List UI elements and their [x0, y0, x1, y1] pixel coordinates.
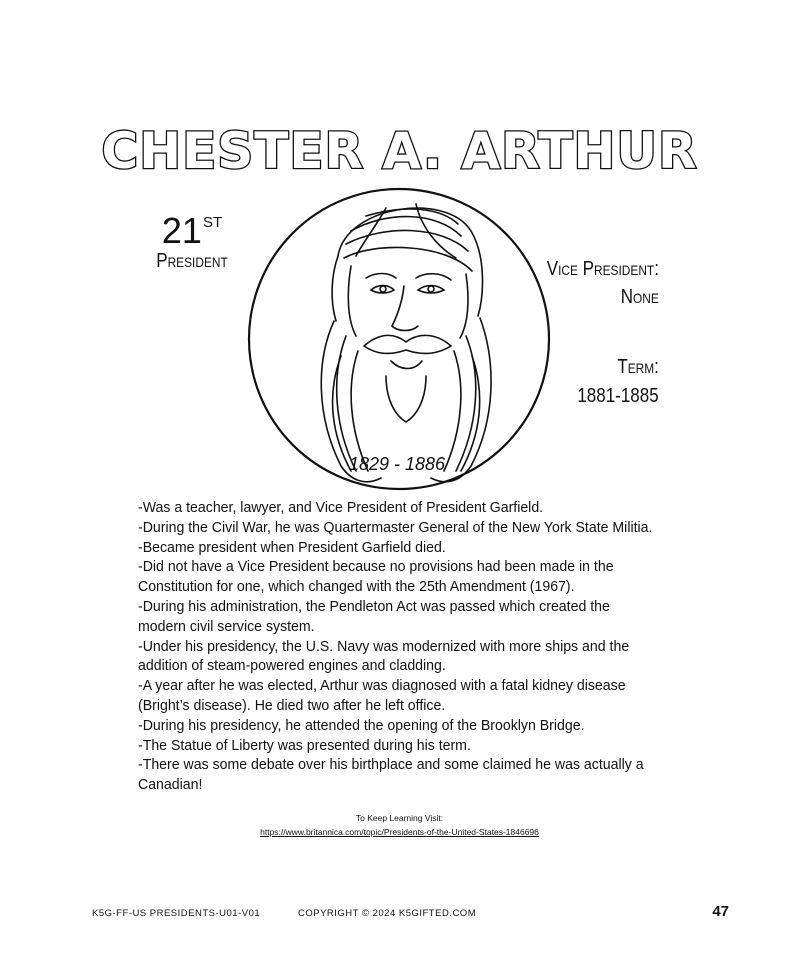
fact-line: -During the Civil War, he was Quartermaster General of the New York State Militia.: [138, 518, 653, 536]
fact-line: -The Statue of Liberty was presented during his term.: [138, 736, 471, 754]
fact-line: -During his presidency, he attended the opening of the Brooklyn Bridge.: [138, 716, 585, 734]
learn-more: [0, 811, 799, 839]
fact-line: Canadian!: [138, 776, 203, 794]
learn-more-label: To Keep Learning Visit:: [355, 813, 444, 823]
ordinal-suffix: ST: [202, 214, 223, 231]
fact-line: addition of steam-powered engines and cladding.: [138, 657, 446, 675]
vice-president-value: None: [620, 286, 659, 308]
page-title: CHESTER A. ARTHUR: [101, 122, 698, 180]
vice-president-label: Vice President:: [546, 258, 659, 280]
learn-more-link[interactable]: https://www.britannica.com/topic/Presidents-of-the-United-States-1846696: [260, 827, 539, 837]
fact-line: -Under his presidency, the U.S. Navy was modernized with more ships and the: [138, 637, 630, 655]
fact-line: -There was some debate over his birthplace and some claimed he was actually a: [138, 756, 644, 774]
fact-line: (Bright’s disease). He died two after he left office.: [138, 696, 446, 714]
ordinal-role: President: [156, 250, 228, 272]
page-number: 47: [712, 903, 729, 920]
footer-code: K5G-FF-US PRESIDENTS-U01-V01: [92, 908, 261, 919]
fact-line: -During his administration, the Pendleton Act was passed which created the: [138, 597, 610, 615]
fact-line: -Became president when President Garfield died.: [138, 538, 446, 556]
term-value: 1881-1885: [577, 385, 659, 407]
ordinal-number: 21: [161, 210, 202, 251]
fact-line: modern civil service system.: [138, 617, 315, 635]
fact-line: -Did not have a Vice President because no provisions had been made in the: [138, 558, 614, 576]
portrait-illustration: [246, 186, 552, 492]
fact-line: -Was a teacher, lawyer, and Vice President of President Garfield.: [138, 499, 544, 516]
president-ordinal: [147, 210, 237, 272]
lifespan-dates: 1829 - 1886: [348, 454, 446, 474]
fact-line: -A year after he was elected, Arthur was diagnosed with a fatal kidney disease: [138, 677, 626, 695]
term-label: Term:: [617, 356, 659, 378]
fact-line: Constitution for one, which changed with the 25th Amendment (1967).: [138, 578, 575, 596]
footer-copyright: COPYRIGHT © 2024 K5GIFTED.COM: [298, 908, 477, 919]
facts-list: [138, 498, 678, 795]
